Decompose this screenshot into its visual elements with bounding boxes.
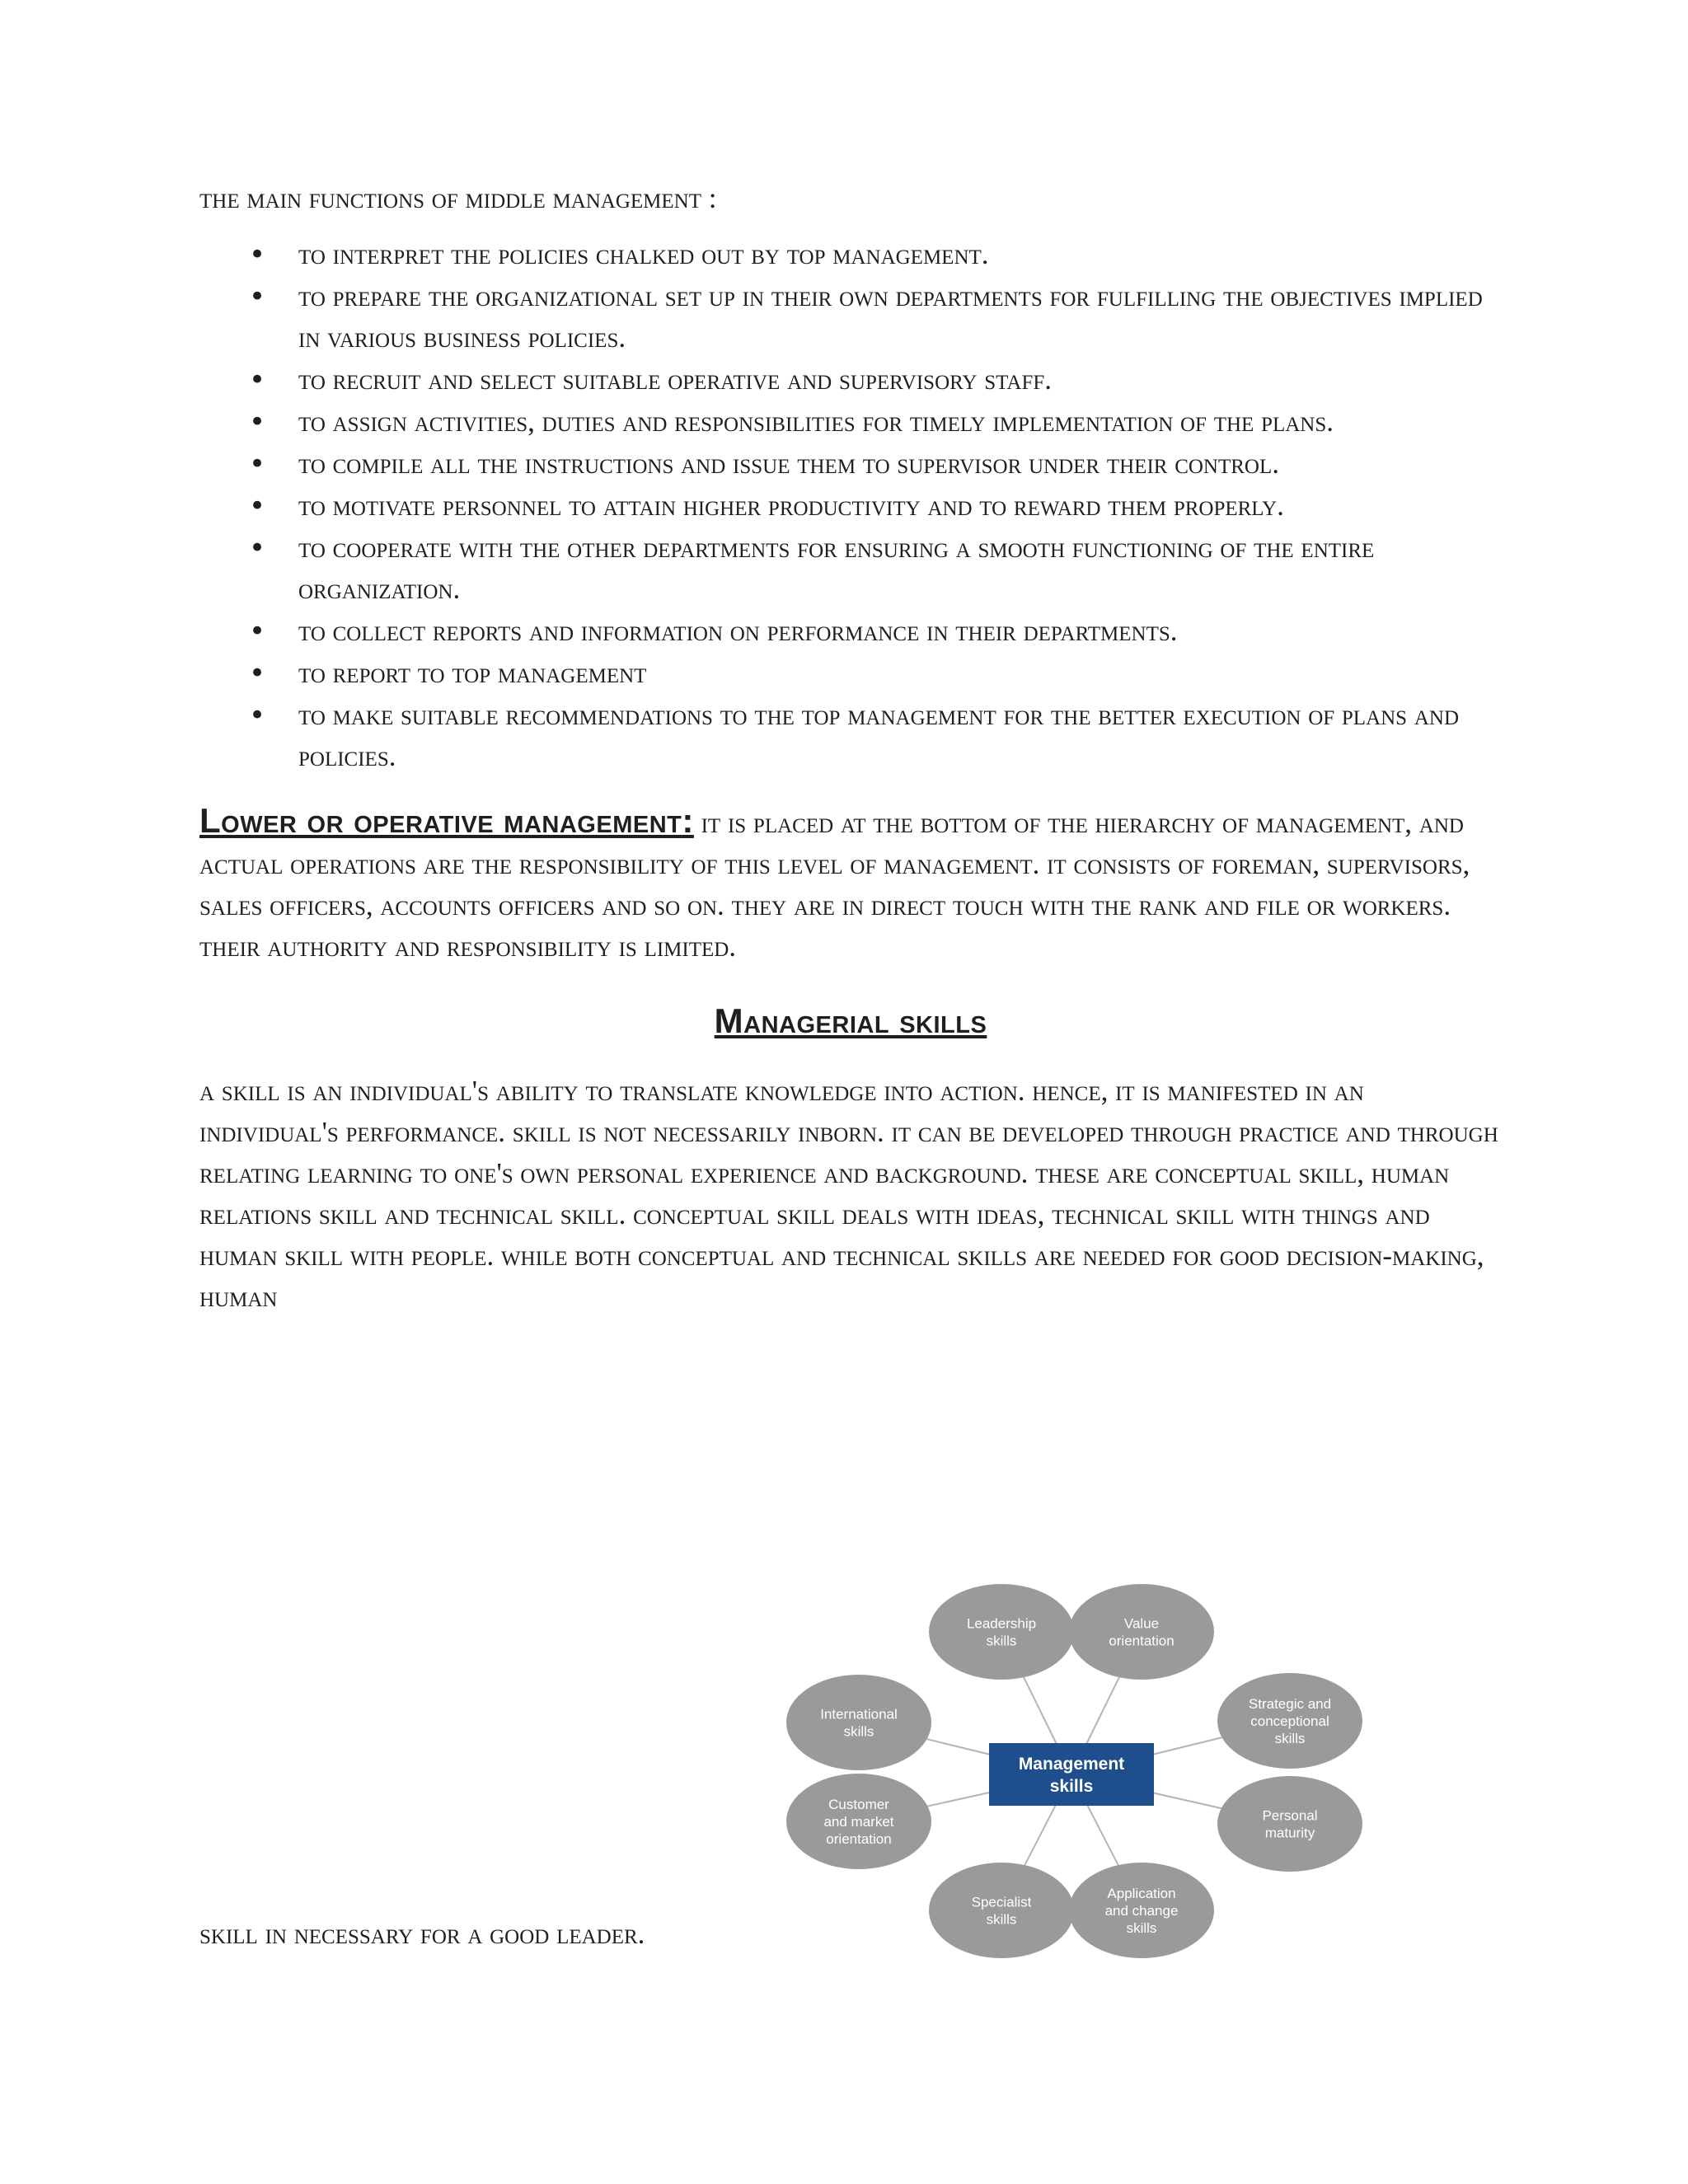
bullet-icon: • <box>249 280 266 313</box>
skill-bubble-label: orientation <box>826 1831 892 1847</box>
managerial-skills-paragraph: a skill is an individual's ability to translate knowledge into action. hence, it is manifested in an individual's performance. skill is not necessarily inborn. it can be developed through practice and through relating learning to one's own personal experience and background. these are conceptual skill, human relations skill and technical skill. conceptual skill deals with ideas, technical skill with things and human skill with people. while both conceptual and technical skills are needed for good decision-making, human <box>199 1075 1498 1313</box>
lower-management-paragraph <box>199 800 1502 968</box>
skill-bubble-label: skills <box>1274 1731 1306 1746</box>
skill-bubble-label: International <box>820 1706 898 1722</box>
skill-bubble-label: Strategic and <box>1248 1696 1332 1712</box>
list-item: • to assign activities, duties and responsibilities for timely implementation of the plans. <box>199 401 1502 443</box>
skill-bubble-shape <box>929 1863 1074 1958</box>
skill-bubble-label: skills <box>986 1633 1017 1649</box>
list-item: • to report to top management <box>199 653 1502 694</box>
skill-bubble <box>1217 1673 1362 1769</box>
skill-bubble <box>929 1584 1074 1680</box>
skill-bubble <box>786 1675 931 1770</box>
center-box-shape <box>989 1743 1154 1806</box>
bullet-icon: • <box>249 405 266 438</box>
skill-bubble-label: Application <box>1107 1886 1176 1901</box>
management-skills-diagram-svg <box>775 1581 1368 1968</box>
skill-bubble <box>1069 1584 1214 1680</box>
skill-bubble-label: orientation <box>1109 1633 1175 1649</box>
bullet-icon: • <box>249 448 266 480</box>
skill-bubble-label: and change <box>1104 1903 1179 1919</box>
skill-bubble-shape <box>1217 1776 1362 1872</box>
bullet-icon: • <box>249 532 266 565</box>
list-item: • to compile all the instructions and issue them to supervisor under their control. <box>199 443 1502 485</box>
middle-management-title: the main functions of middle management : <box>199 182 717 214</box>
middle-management-functions-list <box>199 234 1502 777</box>
list-item: • to make suitable recommendations to the top management for the better execution of plans and policies. <box>199 695 1502 777</box>
skill-bubble-label: Leadership <box>966 1615 1037 1632</box>
managerial-skills-heading: Managerial skills <box>714 1001 987 1040</box>
center-box <box>989 1743 1154 1806</box>
skill-bubble-label: skills <box>986 1911 1017 1928</box>
skill-bubble <box>1217 1776 1362 1872</box>
lower-management-heading: Lower or operative management <box>199 801 682 840</box>
management-skills-diagram <box>775 1581 1368 1968</box>
skill-bubble-label: maturity <box>1264 1825 1315 1841</box>
bullet-icon: • <box>249 490 266 523</box>
skill-bubble-shape <box>786 1675 931 1770</box>
skill-bubble-label: Personal <box>1262 1807 1318 1824</box>
list-item: • to recruit and select suitable operative and supervisory staff. <box>199 359 1502 401</box>
skill-bubble-label: skills <box>1126 1920 1157 1936</box>
list-item: • to interpret the policies chalked out by top management. <box>199 234 1502 275</box>
center-box-label: skills <box>1049 1777 1094 1796</box>
skill-bubble <box>929 1863 1074 1958</box>
managerial-skills-closing: skill in necessary for a good leader. <box>199 1918 645 1950</box>
skill-bubble-label: conceptional <box>1250 1713 1329 1729</box>
skill-bubble-shape <box>929 1584 1074 1680</box>
list-item: • to cooperate with the other departments for ensuring a smooth functioning of the entire organization. <box>199 527 1502 610</box>
bullet-icon: • <box>249 699 266 732</box>
bullet-icon: • <box>249 238 266 271</box>
skill-bubble-label: Customer <box>828 1797 889 1812</box>
lower-management-text: it is placed at the bottom of the hierarchy of management, and actual operations are the responsibility of this level of management. it consists of foreman, supervisors, sales officers, accounts officers and so on. they are in direct touch with the rank and file or workers. their authority and responsibility is limited. <box>199 807 1470 963</box>
center-box-label: Management <box>1018 1755 1125 1774</box>
skill-bubble-label: skills <box>843 1723 874 1740</box>
skill-bubble-label: Value <box>1123 1615 1160 1632</box>
list-item: • to motivate personnel to attain higher productivity and to reward them properly. <box>199 485 1502 527</box>
list-item: • to prepare the organizational set up in their own departments for fulfilling the objectives implied in various business policies. <box>199 276 1502 359</box>
skill-bubble <box>786 1774 931 1869</box>
lower-management-colon: : <box>682 801 694 840</box>
bullet-icon: • <box>249 657 266 690</box>
skill-bubble-label: and market <box>823 1814 894 1830</box>
bullet-icon: • <box>249 363 266 396</box>
bullet-icon: • <box>249 615 266 648</box>
document-page <box>199 178 1502 1318</box>
list-item: • to collect reports and information on performance in their departments. <box>199 611 1502 652</box>
skill-bubble <box>1069 1863 1214 1958</box>
skill-bubble-shape <box>1069 1584 1214 1680</box>
skill-bubble-label: Specialist <box>971 1894 1032 1910</box>
